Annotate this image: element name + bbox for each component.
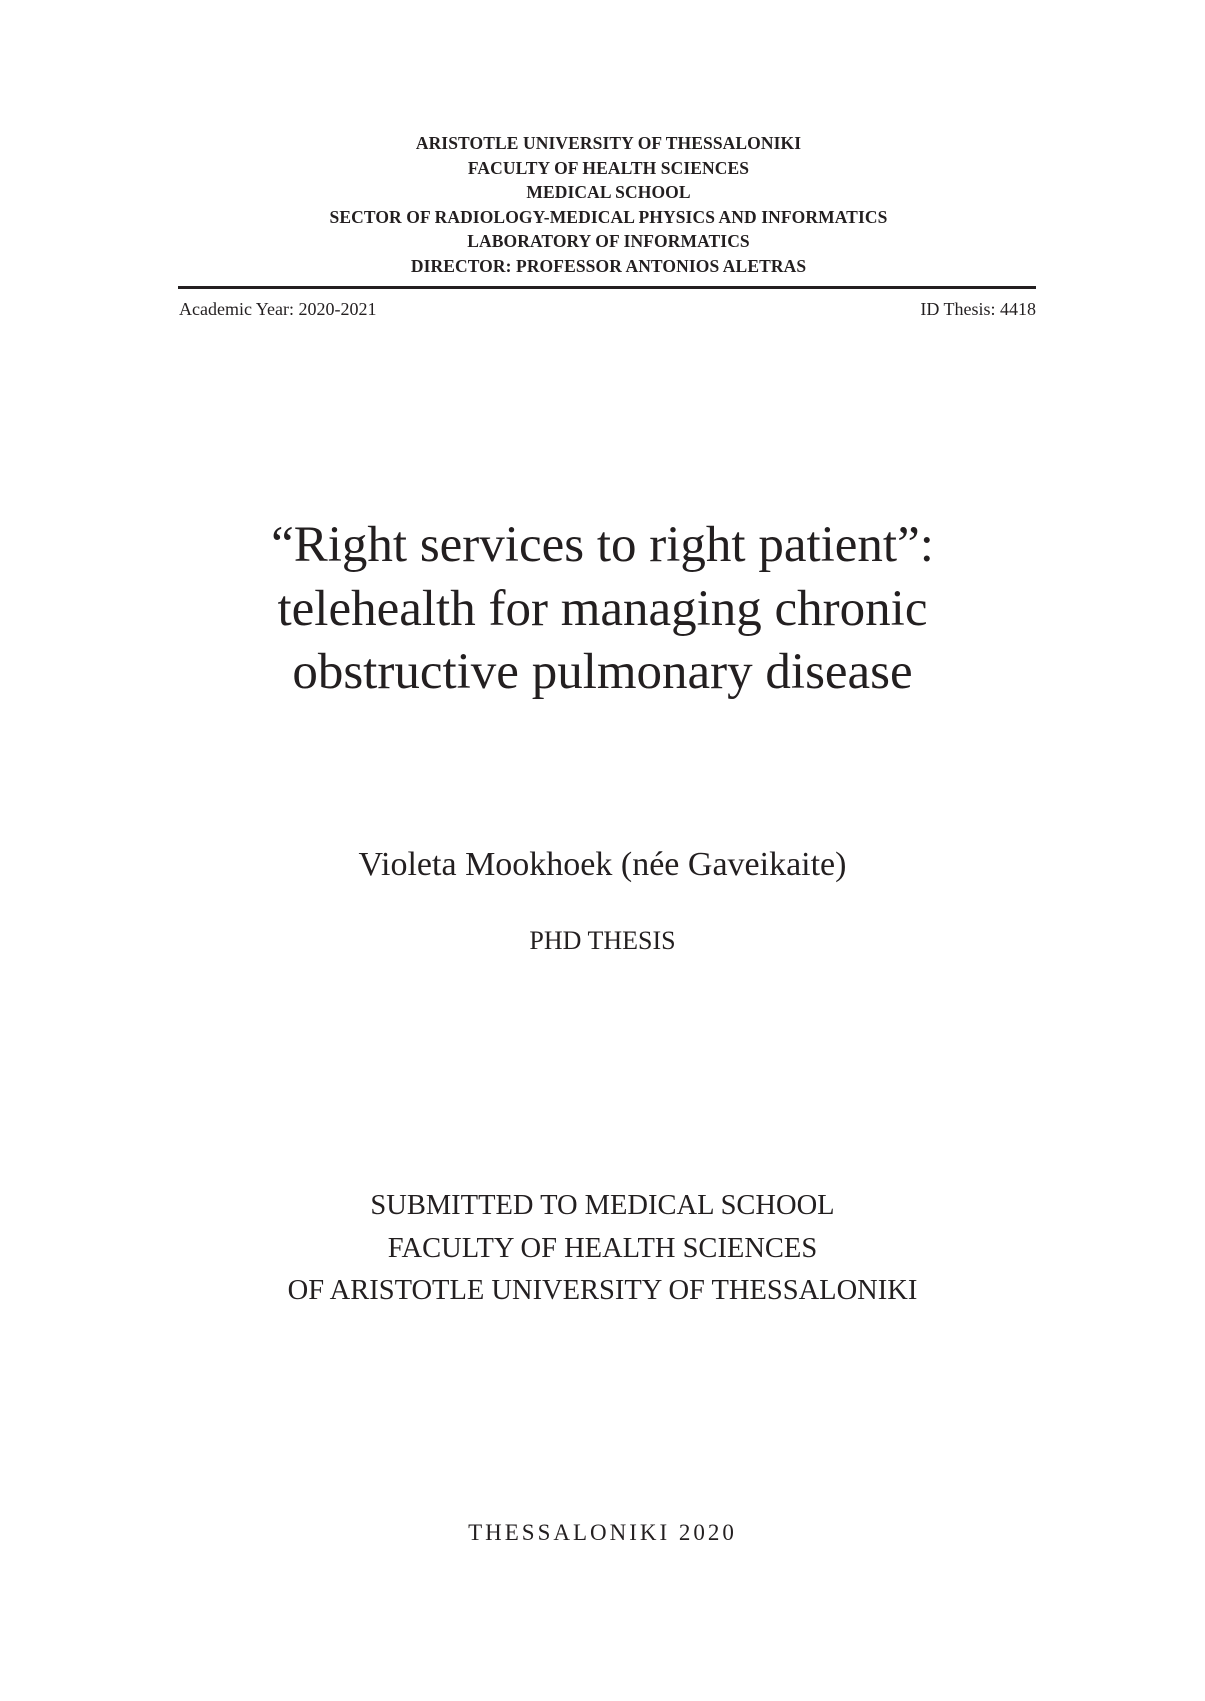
header-university: ARISTOTLE UNIVERSITY OF THESSALONIKI — [415, 133, 802, 153]
place-and-year: THESSALONIKI 2020 — [468, 1520, 737, 1545]
submission-line-3: OF ARISTOTLE UNIVERSITY OF THESSALONIKI — [287, 1275, 918, 1306]
academic-year: Academic Year: 2020-2021 — [179, 299, 377, 319]
header-faculty: FACULTY OF HEALTH SCIENCES — [467, 157, 750, 178]
header-director: DIRECTOR: PROFESSOR ANTONIOS ALETRAS — [410, 255, 807, 276]
title-line-2: telehealth for managing chronic — [277, 580, 928, 637]
header-divider — [178, 286, 1036, 289]
title-line-1: “Right services to right patient”: — [271, 517, 934, 573]
submission-line-1: SUBMITTED TO MEDICAL SCHOOL — [370, 1190, 835, 1221]
author-name: Violeta Mookhoek (née Gaveikaite) — [358, 846, 847, 883]
header-laboratory: LABORATORY OF INFORMATICS — [467, 231, 750, 252]
header-sector: SECTOR OF RADIOLOGY-MEDICAL PHYSICS AND INFORMATICS — [329, 206, 888, 227]
submission-line-2: FACULTY OF HEALTH SCIENCES — [387, 1232, 818, 1264]
degree-type: PHD THESIS — [529, 926, 676, 955]
institution-header — [180, 131, 1037, 279]
title-line-3: obstructive pulmonary disease — [292, 644, 913, 700]
thesis-id: ID Thesis: 4418 — [920, 299, 1036, 319]
submission-statement — [0, 1185, 1205, 1313]
header-school: MEDICAL SCHOOL — [526, 182, 691, 203]
thesis-title — [100, 514, 1105, 705]
